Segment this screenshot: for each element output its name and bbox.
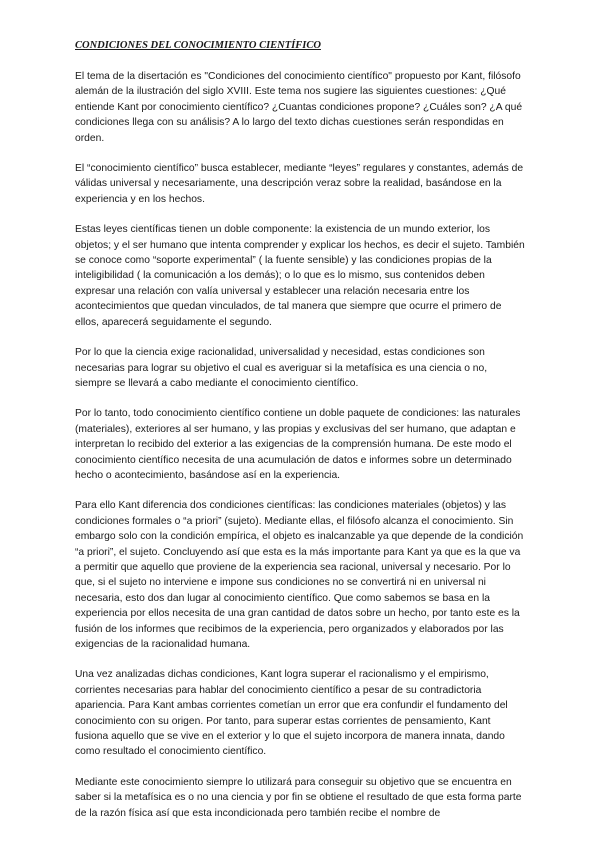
paragraph-4: Por lo que la ciencia exige racionalidad, universalidad y necesidad, estas condiciones son necesarias para lograr su objetivo el cual es averiguar si la metafísica es una ciencia o no, siempre se llevará a cabo mediante el conocimiento científico. xyxy=(75,347,488,389)
paragraph-7: Una vez analizadas dichas condiciones, Kant logra superar el racionalismo y el empirismo, corrientes necesarias para hablar del conocimiento científico a pesar de su contradictoria apariencia. Para Kant ambas corrientes cometían un error que era confundir el fundamento del conocimiento con su origen. Por tanto, para superar estas corrientes de pensamiento, Kant fusiona aquello que se vive en el exterior y lo que el sujeto incorpora de manera innata, dando como resultado el conocimiento científico. xyxy=(75,669,508,758)
paragraph-1: El tema de la disertación es "Condiciones del conocimiento científico" propuesto por Kant, filósofo alemán de la ilustración del siglo XVIII. Este tema nos sugiere las siguientes cuestiones: ¿Qué entiende Kant por conocimiento científico? ¿Cuantas condiciones propone? ¿Cuáles son? ¿A qué condiciones llega con su análisis? A lo largo del texto dichas cuestiones serán respondidas en orden. xyxy=(75,71,523,144)
document-title: CONDICIONES DEL CONOCIMIENTO CIENTÍFICO xyxy=(75,40,321,51)
paragraph-5: Por lo tanto, todo conocimiento científico contiene un doble paquete de condiciones: las naturales (materiales), exteriores al ser humano, y las propias y exclusivas del ser humano, que adaptan e interpretan lo recibido del exterior a las exigencias de la comprensión humana. De este modo el conocimiento científico necesita de una acumulación de datos e informes sobre un determinado hecho o acontecimiento, basándose así en la experiencia. xyxy=(75,408,521,481)
paragraph-8: Mediante este conocimiento siempre lo utilizará para conseguir su objetivo que se encuentra en saber si la metafísica es o no una ciencia y por fin se obtiene el resultado de que esta forma parte de la razón física así que esta incondicionada pero también recibe el nombre de xyxy=(75,776,522,819)
paragraph-2: El “conocimiento científico” busca establecer, mediante “leyes” regulares y constantes, además de válidas universal y necesariamente, una descripción veraz sobre la realidad, basándose en la experiencia y en los hechos. xyxy=(75,163,524,205)
paragraph-3: Estas leyes científicas tienen un doble componente: la existencia de un mundo exterior, los objetos; y el ser humano que intenta comprender y explicar los hechos, es decir el sujeto. También se conoce como “soporte experimental” ( la fuente sensible) y las condiciones propias de la inteligibilidad ( la comunicación a los demás); o lo que es lo mismo, sus contenidos deben expresar una relación con valía universal y establecer una relación necesaria entre los acontecimientos que quedan vinculados, de tal manera que siempre que ocurre el primero de ellos, aparecerá seguidamente el segundo. xyxy=(75,224,525,328)
document-page xyxy=(75,40,525,836)
paragraph-6: Para ello Kant diferencia dos condiciones científicas: las condiciones materiales (objetos) y las condiciones formales o “a priori” (sujeto). Mediante ellas, el filósofo alcanza el conocimiento. Sin embargo solo con la condición empírica, el objeto es inalcanzable ya que depende de la condición “a priori”, el sujeto. Concluyendo así que esta es la más importante para Kant ya que es la que va a permitir que aquello que proviene de la experiencia sea racional, universal y necesario. Por lo que, si el sujeto no interviene e impone sus condiciones no se convertirá ni en universal ni necesaria, esto dos dan lugar al conocimiento científico. Que como sabemos se basa en la experiencia por ellos necesita de una gran cantidad de datos sobre un hecho, por tanto este es la fusión de los informes que recibimos de la experiencia, pero organizados y elaborados por las exigencias de la racionalidad humana. xyxy=(75,500,524,650)
